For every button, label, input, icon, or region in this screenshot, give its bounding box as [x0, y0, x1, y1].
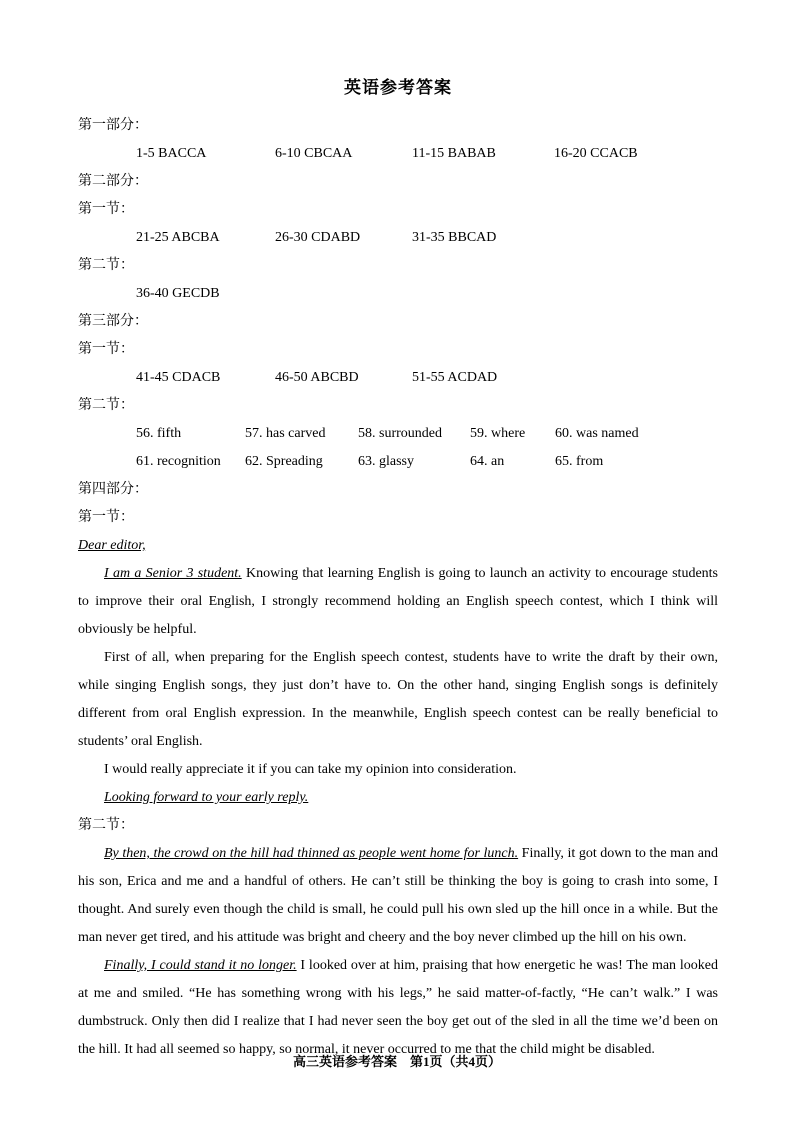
- heading-part3-section1: 第一节：: [78, 342, 134, 357]
- answer-item: 11-15 BABAB: [412, 146, 496, 161]
- essay1-closing-line: [78, 784, 718, 812]
- answer-item: 58. surrounded: [358, 426, 442, 441]
- heading-part1: 第一部分：: [78, 118, 148, 133]
- essay1-paragraph-1: [78, 560, 718, 644]
- answer-row-listening: [78, 140, 718, 168]
- heading-part4-section1: 第一节：: [78, 510, 134, 525]
- essay1-closing: Looking forward to your early reply.: [104, 790, 309, 805]
- answer-item: 63. glassy: [358, 454, 414, 469]
- answer-row-cloze: [78, 364, 718, 392]
- essay2-p2-text: I looked over at him, praising that how energetic he was! The man looked at me and smiled. “He has something wrong with his legs,” he said matter-of-factly, “He can’t walk.” I was dumbstruck. Only then did I realize that I had never seen the boy get out of the sled in all the time we’d been on the hill. It had all seemed so happy, so normal, it never occurred to me that the child might be disabled.: [78, 958, 718, 1057]
- heading-part2-section1: 第一节：: [78, 202, 134, 217]
- essay1-paragraph-2: First of all, when preparing for the English speech contest, students have to write the draft by their own, while singing English songs, they just don’t have to. On the other hand, singing English songs is definitely different from oral English expression. In the meanwhile, English speech contest can be really beneficial to students’ oral English.: [78, 650, 718, 749]
- answer-item: 6-10 CBCAA: [275, 146, 353, 161]
- answer-item: 61. recognition: [136, 454, 221, 469]
- answer-item: 31-35 BBCAD: [412, 230, 497, 245]
- answer-item: 64. an: [470, 454, 505, 469]
- answer-row-grammar-1: [78, 420, 718, 448]
- essay2-paragraph-1: [78, 840, 718, 952]
- answer-row-reading-2: [78, 280, 718, 308]
- page-title: 英语参考答案: [344, 78, 452, 97]
- heading-part3-section2: 第二节：: [78, 398, 134, 413]
- answer-item: 26-30 CDABD: [275, 230, 361, 245]
- answer-item: 56. fifth: [136, 426, 182, 441]
- heading-part2: 第二部分：: [78, 174, 148, 189]
- essay2-paragraph-2: [78, 952, 718, 1064]
- essay1-p1-lead: I am a Senior 3 student.: [104, 566, 242, 581]
- answer-item: 36-40 GECDB: [136, 286, 220, 301]
- heading-part3: 第三部分：: [78, 314, 148, 329]
- answer-row-reading-1: [78, 224, 718, 252]
- answer-item: 41-45 CDACB: [136, 370, 221, 385]
- answer-item: 21-25 ABCBA: [136, 230, 220, 245]
- answer-item: 60. was named: [555, 426, 639, 441]
- essay1-p1-text: Knowing that learning English is going to launch an activity to encourage students to improve their oral English, I strongly recommend holding an English speech contest, which I think will obviously be helpful.: [78, 566, 719, 637]
- essay2-p1-text: Finally, it got down to the man and his son, Erica and me and a handful of others. He can’t still be thinking the boy is going to crash into some, I thought. And surely even though the child is small, he could pull his own sled up the hill once in a while. But the man never get tired, and his attitude was bright and cheery and the boy never climbed up the hill on his own.: [78, 846, 718, 945]
- heading-part2-section2: 第二节：: [78, 258, 134, 273]
- page-footer: 高三英语参考答案 第1页（共4页）: [292, 1054, 501, 1069]
- answer-item: 51-55 ACDAD: [412, 370, 498, 385]
- heading-part4-section2: 第二节：: [78, 818, 134, 833]
- essay2-p1-lead: By then, the crowd on the hill had thinned as people went home for lunch.: [104, 846, 519, 861]
- answer-item: 57. has carved: [245, 426, 326, 441]
- answer-item: 1-5 BACCA: [136, 146, 207, 161]
- answer-item: 16-20 CCACB: [554, 146, 638, 161]
- essay1-salutation-line: [78, 532, 718, 560]
- heading-part4: 第四部分：: [78, 482, 148, 497]
- answer-item: 46-50 ABCBD: [275, 370, 359, 385]
- answer-item: 65. from: [555, 454, 604, 469]
- essay1-paragraph-3: I would really appreciate it if you can take my opinion into consideration.: [104, 762, 517, 777]
- answer-row-grammar-2: [78, 448, 718, 476]
- answer-item: 59. where: [470, 426, 526, 441]
- answer-item: 62. Spreading: [245, 454, 323, 469]
- essay1-salutation: Dear editor,: [78, 538, 146, 553]
- essay2-p2-lead: Finally, I could stand it no longer.: [104, 958, 297, 973]
